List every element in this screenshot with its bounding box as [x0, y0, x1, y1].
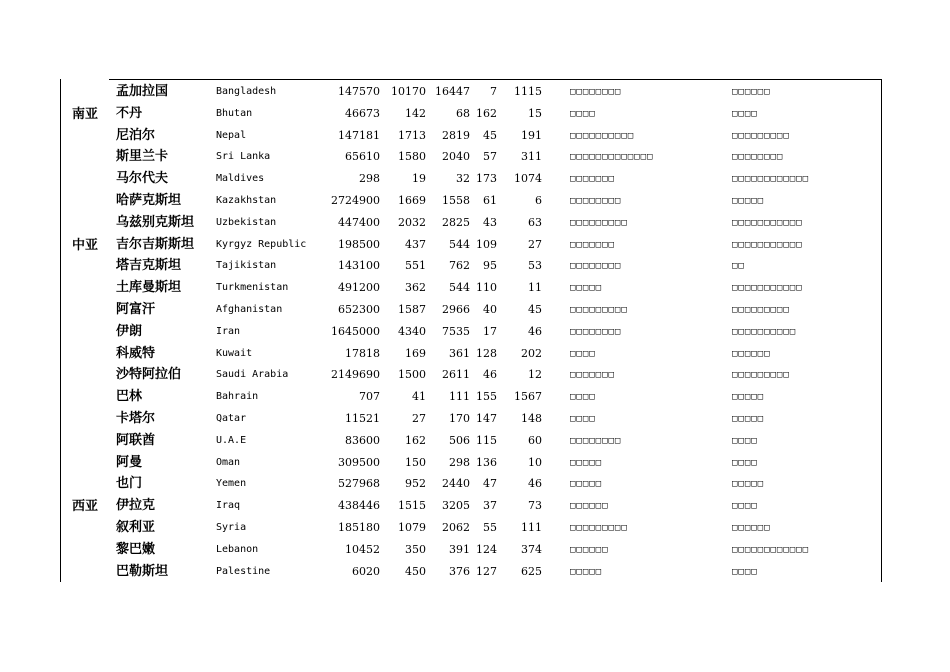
value-col-3: 544	[449, 281, 470, 295]
country-name-en: Sri Lanka	[216, 151, 271, 163]
density-value: 1567	[514, 390, 542, 404]
country-name-en: Yemen	[216, 478, 247, 490]
area-value: 46673	[345, 106, 380, 120]
garbled-text-col-1: □□□□□□□□□	[570, 523, 628, 533]
garbled-text-col-2: □□□□□□□□□□	[732, 326, 797, 337]
density-value: 46	[528, 477, 542, 491]
table-row	[0, 343, 950, 365]
rank-value: 110	[476, 281, 497, 295]
table-row	[0, 430, 950, 452]
table-row	[0, 234, 950, 256]
region-label: 西亚	[71, 499, 98, 515]
garbled-text-col-2: □□□□	[732, 457, 758, 468]
area-value: 2724900	[331, 194, 380, 207]
area-value: 147570	[338, 85, 380, 98]
value-col-2: 4340	[398, 324, 426, 338]
garbled-text-col-2: □□□□□□□□□	[732, 305, 790, 315]
country-name-cn: 伊拉克	[116, 498, 156, 514]
country-name-en: Maldives	[216, 173, 265, 185]
garbled-text-col-1: □□□□□□□□	[570, 87, 622, 97]
country-name-cn: 伊朗	[116, 323, 143, 339]
rank-value: 7	[490, 85, 497, 98]
garbled-text-col-1: □□□□□□□□□	[570, 217, 628, 228]
value-col-3: 32	[456, 172, 470, 186]
value-col-2: 1713	[398, 128, 426, 142]
country-name-en: Iran	[216, 325, 241, 337]
rank-value: 147	[476, 412, 497, 425]
country-name-cn: 也门	[116, 476, 143, 492]
table-row	[0, 299, 950, 321]
rank-value: 57	[483, 150, 497, 164]
value-col-2: 142	[405, 106, 426, 120]
garbled-text-col-2: □□□□□□□□□□□□	[732, 174, 810, 185]
garbled-text-col-1: □□□□□□□□	[570, 196, 622, 206]
area-value: 707	[359, 390, 380, 404]
rank-value: 127	[476, 564, 497, 578]
area-value: 65610	[345, 150, 380, 164]
garbled-text-col-2: □□□□□□□□□	[732, 130, 790, 141]
garbled-text-col-2: □□□□□	[732, 479, 765, 490]
country-name-en: Bangladesh	[216, 86, 277, 97]
garbled-text-col-2: □□□□□	[732, 392, 765, 403]
area-value: 652300	[338, 303, 380, 316]
table-row	[0, 255, 950, 277]
density-value: 53	[528, 259, 542, 273]
country-name-cn: 不丹	[116, 105, 143, 121]
area-value: 11521	[345, 412, 380, 425]
rank-value: 46	[483, 368, 497, 382]
density-value: 10	[528, 455, 542, 469]
density-value: 73	[528, 499, 542, 513]
country-name-cn: 吉尔吉斯斯坦	[116, 236, 195, 252]
country-name-en: Qatar	[216, 413, 247, 424]
garbled-text-col-2: □□□□□□□□□	[732, 370, 790, 381]
garbled-text-col-1: □□□□□	[570, 479, 603, 490]
area-value: 491200	[338, 281, 380, 295]
value-col-2: 450	[405, 564, 426, 578]
area-value: 6020	[352, 564, 380, 578]
garbled-text-col-2: □□□□	[732, 501, 758, 512]
garbled-text-col-1: □□□□□□□	[570, 174, 615, 185]
area-value: 298	[359, 172, 380, 186]
garbled-text-col-1: □□□□□	[570, 283, 603, 294]
value-col-3: 544	[449, 237, 470, 251]
value-col-2: 1079	[398, 521, 426, 534]
garbled-text-col-2: □□□□□	[732, 196, 765, 206]
garbled-text-col-2: □□□□	[732, 435, 758, 446]
density-value: 12	[528, 368, 542, 382]
value-col-3: 2825	[442, 215, 470, 229]
garbled-text-col-1: □□□□□	[570, 566, 603, 577]
garbled-text-col-1: □□□□□□□□	[570, 261, 622, 272]
area-value: 1645000	[331, 324, 380, 338]
rank-value: 45	[483, 128, 497, 142]
table-row	[0, 539, 950, 561]
value-col-3: 3205	[442, 499, 470, 513]
value-col-3: 2611	[442, 368, 470, 382]
value-col-3: 391	[449, 542, 470, 556]
country-name-en: Lebanon	[216, 543, 259, 555]
value-col-3: 2966	[442, 303, 470, 316]
country-name-en: Afghanistan	[216, 304, 283, 315]
value-col-2: 551	[405, 259, 426, 273]
garbled-text-col-1: □□□□□□□□□	[570, 305, 628, 315]
garbled-text-col-2: □□□□□□□□□□□	[732, 217, 803, 228]
table-row	[0, 277, 950, 299]
value-col-3: 2819	[442, 128, 470, 142]
rank-value: 17	[483, 324, 497, 338]
table-row	[0, 190, 950, 212]
garbled-text-col-2: □□□□	[732, 108, 758, 119]
value-col-3: 68	[456, 106, 470, 120]
table-row	[0, 452, 950, 474]
density-value: 202	[521, 346, 542, 360]
density-value: 374	[521, 542, 542, 556]
country-name-cn: 黎巴嫩	[116, 541, 156, 557]
rank-value: 47	[483, 477, 497, 491]
garbled-text-col-2: □□	[732, 261, 745, 272]
country-name-en: Kyrgyz Republic	[216, 238, 307, 250]
value-col-3: 298	[449, 455, 470, 469]
value-col-3: 170	[449, 412, 470, 425]
rank-value: 115	[476, 433, 497, 447]
country-name-cn: 阿富汗	[116, 302, 156, 317]
area-value: 447400	[338, 215, 380, 229]
table-row	[0, 212, 950, 234]
rank-value: 95	[483, 259, 497, 273]
density-value: 45	[528, 303, 542, 316]
density-value: 63	[528, 215, 542, 229]
country-name-en: U.A.E	[216, 434, 247, 446]
value-col-3: 762	[449, 259, 470, 273]
country-name-en: Saudi Arabia	[216, 369, 289, 381]
country-name-en: Tajikistan	[216, 260, 277, 272]
table-row	[0, 561, 950, 583]
value-col-2: 2032	[398, 215, 426, 229]
country-name-en: Bahrain	[216, 391, 259, 403]
density-value: 191	[521, 128, 542, 142]
country-name-en: Bhutan	[216, 107, 253, 119]
value-col-3: 506	[449, 433, 470, 447]
garbled-text-col-2: □□□□□□□□□□□□	[732, 544, 810, 555]
density-value: 27	[528, 237, 542, 251]
country-name-en: Kuwait	[216, 347, 253, 359]
garbled-text-col-2: □□□□□□	[732, 523, 771, 533]
density-value: 148	[521, 412, 542, 425]
country-name-en: Iraq	[216, 500, 241, 512]
garbled-text-col-1: □□□□□	[570, 457, 603, 468]
table-row	[0, 386, 950, 408]
country-name-cn: 阿联酋	[116, 432, 156, 448]
country-name-en: Uzbekistan	[216, 216, 277, 228]
area-value: 83600	[345, 433, 380, 447]
value-col-2: 27	[412, 412, 426, 425]
value-col-3: 361	[449, 346, 470, 360]
country-name-cn: 科威特	[116, 345, 156, 361]
value-col-2: 150	[405, 455, 426, 469]
value-col-2: 169	[405, 346, 426, 360]
value-col-3: 376	[449, 564, 470, 578]
value-col-2: 1500	[398, 368, 426, 382]
table-row	[0, 408, 950, 430]
country-name-cn: 斯里兰卡	[116, 149, 169, 165]
value-col-3: 2062	[442, 521, 470, 534]
area-value: 143100	[338, 259, 380, 273]
garbled-text-col-2: □□□□	[732, 566, 758, 577]
area-value: 17818	[345, 346, 380, 360]
value-col-2: 10170	[391, 85, 426, 98]
density-value: 15	[528, 106, 542, 120]
density-value: 11	[528, 281, 542, 295]
density-value: 60	[528, 433, 542, 447]
table-row	[0, 473, 950, 495]
garbled-text-col-2: □□□□□□□□□□□	[732, 283, 803, 294]
country-name-cn: 马尔代夫	[116, 171, 169, 187]
area-value: 147181	[338, 128, 380, 142]
garbled-text-col-1: □□□□□□□□□□	[570, 130, 635, 141]
table-row	[0, 103, 950, 125]
garbled-text-col-2: □□□□□□□□□□□	[732, 239, 803, 250]
rank-value: 109	[476, 237, 497, 251]
table-row	[0, 364, 950, 386]
value-col-2: 1669	[398, 194, 426, 207]
table-row	[0, 321, 950, 343]
value-col-2: 437	[405, 237, 426, 251]
density-value: 111	[521, 521, 542, 534]
rank-value: 128	[476, 346, 497, 360]
country-name-en: Palestine	[216, 565, 271, 577]
value-col-2: 1587	[398, 303, 426, 316]
density-value: 625	[521, 564, 542, 578]
area-value: 2149690	[331, 368, 380, 382]
country-name-en: Turkmenistan	[216, 282, 289, 294]
garbled-text-col-1: □□□□	[570, 108, 596, 119]
rank-value: 43	[483, 215, 497, 229]
density-value: 1074	[514, 172, 542, 186]
country-name-cn: 尼泊尔	[116, 127, 156, 143]
area-value: 10452	[345, 542, 380, 556]
rank-value: 162	[476, 106, 497, 120]
table-row	[0, 81, 950, 103]
country-name-cn: 哈萨克斯坦	[116, 193, 182, 208]
garbled-text-col-2: □□□□□	[732, 414, 765, 424]
garbled-text-col-1: □□□□□□□□□□□□□	[570, 152, 654, 163]
garbled-text-col-2: □□□□□□□□	[732, 152, 784, 163]
country-name-cn: 卡塔尔	[116, 411, 156, 426]
area-value: 185180	[338, 521, 380, 534]
value-col-3: 16447	[435, 85, 470, 98]
rank-value: 61	[483, 194, 497, 207]
garbled-text-col-1: □□□□	[570, 392, 596, 403]
value-col-2: 41	[412, 390, 426, 404]
value-col-3: 2040	[442, 150, 470, 164]
garbled-text-col-1: □□□□□□	[570, 501, 609, 512]
table-row	[0, 146, 950, 168]
value-col-3: 2440	[442, 477, 470, 491]
density-value: 6	[535, 194, 542, 207]
country-name-cn: 巴林	[116, 389, 143, 405]
value-col-2: 1580	[398, 150, 426, 164]
country-name-en: Kazakhstan	[216, 195, 277, 206]
garbled-text-col-1: □□□□□□□	[570, 239, 615, 250]
region-label: 中亚	[71, 237, 98, 253]
area-value: 198500	[338, 237, 380, 251]
country-name-cn: 乌兹别克斯坦	[116, 214, 195, 230]
garbled-text-col-1: □□□□□□□□	[570, 326, 622, 337]
value-col-2: 952	[405, 477, 426, 491]
country-name-cn: 巴勒斯坦	[116, 563, 169, 579]
value-col-2: 362	[405, 281, 426, 295]
value-col-3: 7535	[442, 324, 470, 338]
country-name-cn: 孟加拉国	[116, 84, 169, 99]
country-name-en: Syria	[216, 522, 247, 533]
value-col-3: 111	[449, 390, 470, 404]
country-name-en: Nepal	[216, 129, 247, 141]
area-value: 527968	[338, 477, 380, 491]
value-col-2: 162	[405, 433, 426, 447]
density-value: 311	[521, 150, 542, 164]
rank-value: 37	[483, 499, 497, 513]
rank-value: 173	[476, 172, 497, 186]
value-col-3: 1558	[442, 194, 470, 207]
country-name-en: Oman	[216, 456, 241, 468]
garbled-text-col-2: □□□□□□	[732, 87, 771, 97]
rank-value: 155	[476, 390, 497, 404]
table-row	[0, 517, 950, 539]
country-name-cn: 阿曼	[116, 454, 143, 470]
density-value: 46	[528, 324, 542, 338]
value-col-2: 1515	[398, 499, 426, 513]
table-row	[0, 168, 950, 190]
value-col-2: 350	[405, 542, 426, 556]
table-row	[0, 125, 950, 147]
table-top-border	[109, 79, 882, 80]
rank-value: 136	[476, 455, 497, 469]
garbled-text-col-2: □□□□□□	[732, 348, 771, 359]
country-name-cn: 沙特阿拉伯	[116, 367, 182, 383]
country-name-cn: 土库曼斯坦	[116, 280, 182, 296]
rank-value: 124	[476, 542, 497, 556]
area-value: 438446	[338, 499, 380, 513]
country-name-cn: 塔吉克斯坦	[116, 258, 182, 274]
region-label: 南亚	[71, 106, 98, 122]
rank-value: 55	[483, 521, 497, 534]
rank-value: 40	[483, 303, 497, 316]
garbled-text-col-1: □□□□□□□	[570, 370, 615, 381]
area-value: 309500	[338, 455, 380, 469]
density-value: 1115	[514, 85, 542, 98]
garbled-text-col-1: □□□□	[570, 414, 596, 424]
garbled-text-col-1: □□□□	[570, 348, 596, 359]
garbled-text-col-1: □□□□□□□□	[570, 435, 622, 446]
country-name-cn: 叙利亚	[116, 520, 156, 535]
table-row	[0, 495, 950, 517]
garbled-text-col-1: □□□□□□	[570, 544, 609, 555]
value-col-2: 19	[412, 172, 426, 186]
